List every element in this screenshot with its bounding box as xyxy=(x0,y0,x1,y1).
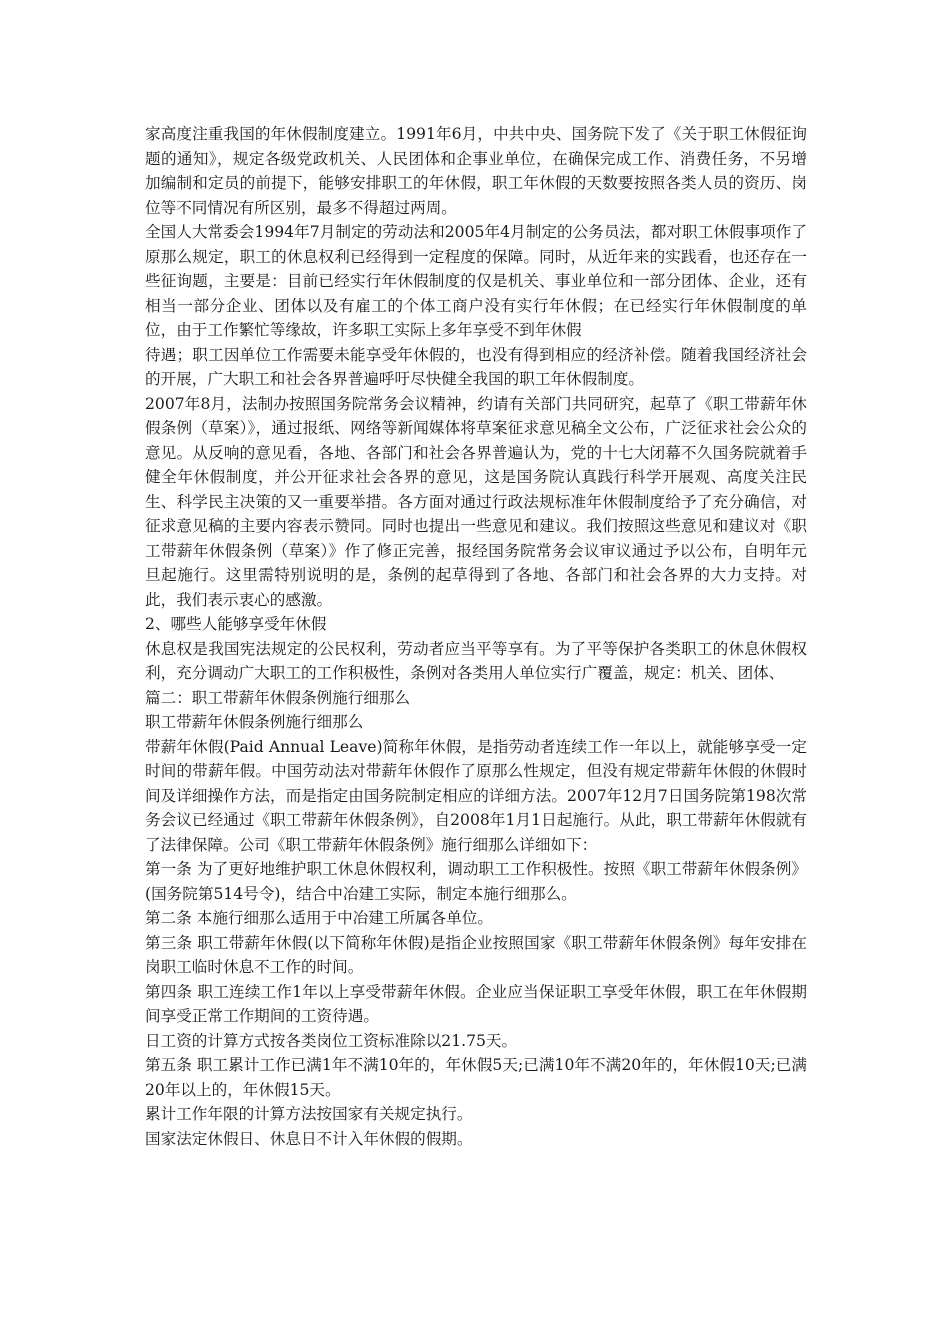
document-body xyxy=(145,122,807,1151)
article-5-note-1: 累计工作年限的计算方法按国家有关规定执行。 xyxy=(145,1105,473,1123)
section-heading: 2、哪些人能够享受年休假 xyxy=(145,615,327,633)
chapter-title: 篇二：职工带薪年休假条例施行细那么 xyxy=(145,688,411,707)
article-4-note: 日工资的计算方式按各类岗位工资标准除以21.75天。 xyxy=(145,1031,518,1050)
paragraph-1: 家高度注重我国的年休假制度建立。1991年6月，中共中央、国务院下发了《关于职工休假征询题的通知》，规定各级党政机关、人民团体和企事业单位，在确保完成工作、消费任务，不另增加编制和定员的前提下，能够安排职工的年休假，职工年休假的天数要按照各类人员的资历、岗位等不同情况有所区别，最多不得超过两周。 xyxy=(145,125,807,217)
paragraph-5: 休息权是我国宪法规定的公民权利，劳动者应当平等享有。为了平等保护各类职工的休息休假权利，充分调动广大职工的工作积极性，条例对各类用人单位实行广覆盖，规定：机关、团体、 xyxy=(145,639,807,682)
paragraph-3: 待遇；职工因单位工作需要未能享受年休假的，也没有得到相应的经济补偿。随着我国经济社会的开展，广大职工和社会各界普遍呼吁尽快健全我国的职工年休假制度。 xyxy=(145,345,807,388)
article-2: 第二条 本施行细那么适用于中冶建工所属各单位。 xyxy=(145,909,494,927)
article-1: 第一条 为了更好地维护职工休息休假权利，调动职工工作积极性。按照《职工带薪年休假条例》(国务院第514号令)，结合中冶建工实际，制定本施行细那么。 xyxy=(145,860,807,903)
paragraph-2: 全国人大常委会1994年7月制定的劳动法和2005年4月制定的公务员法，都对职工休假事项作了原那么规定，职工的休息权利已经得到一定程度的保障。同时，从近年来的实践看，也还存在一些征询题，主要是：目前已经实行年休假制度的仅是机关、事业单位和一部分团体、企业，还有相当一部分企业、团体以及有雇工的个体工商户没有实行年休假；在已经实行年休假制度的单位，由于工作繁忙等缘故，许多职工实际上多年享受不到年休假 xyxy=(145,223,807,339)
article-5: 第五条 职工累计工作已满1年不满10年的，年休假5天;已满10年不满20年的，年休假10天;已满20年以上的，年休假15天。 xyxy=(145,1056,807,1099)
article-5-note-2: 国家法定休假日、休息日不计入年休假的假期。 xyxy=(145,1129,473,1148)
paragraph-4: 2007年8月，法制办按照国务院常务会议精神，约请有关部门共同研究，起草了《职工带薪年休假条例（草案）》，通过报纸、网络等新闻媒体将草案征求意见稿全文公布，广泛征求社会公众的意见。从反响的意见看，各地、各部门和社会各界普遍认为，党的十七大闭幕不久国务院就着手健全年休假制度，并公开征求社会各界的意见，这是国务院认真践行科学开展观、高度关注民生、科学民主决策的又一重要举措。各方面对通过行政法规标准年休假制度给予了充分确信，对征求意见稿的主要内容表示赞同。同时也提出一些意见和建议。我们按照这些意见和建议对《职工带薪年休假条例（草案）》作了修正完善，报经国务院常务会议审议通过予以公布，自明年元旦起施行。这里需特别说明的是，条例的起草得到了各地、各部门和社会各界的大力支持。对此，我们表示衷心的感激。 xyxy=(145,394,807,609)
paragraph-intro: 带薪年休假(Paid Annual Leave)简称年休假，是指劳动者连续工作一年以上，就能够享受一定时间的带薪年假。中国劳动法对带薪年休假作了原那么性规定，但没有规定带薪年休假的休假时间及详细操作方法，而是指定由国务院制定相应的详细方法。2007年12月7日国务院第198次常务会议已经通过《职工带薪年休假条例》，自2008年1月1日起施行。从此，职工带薪年休假就有了法律保障。公司《职工带薪年休假条例》施行细那么详细如下： xyxy=(145,737,807,854)
document-title: 职工带薪年休假条例施行细那么 xyxy=(145,713,364,731)
article-3: 第三条 职工带薪年休假(以下简称年休假)是指企业按照国家《职工带薪年休假条例》每年安排在岗职工临时休息不工作的时间。 xyxy=(145,933,807,976)
article-4: 第四条 职工连续工作1年以上享受带薪年休假。企业应当保证职工享受年休假，职工在年休假期间享受正常工作期间的工资待遇。 xyxy=(145,982,807,1025)
